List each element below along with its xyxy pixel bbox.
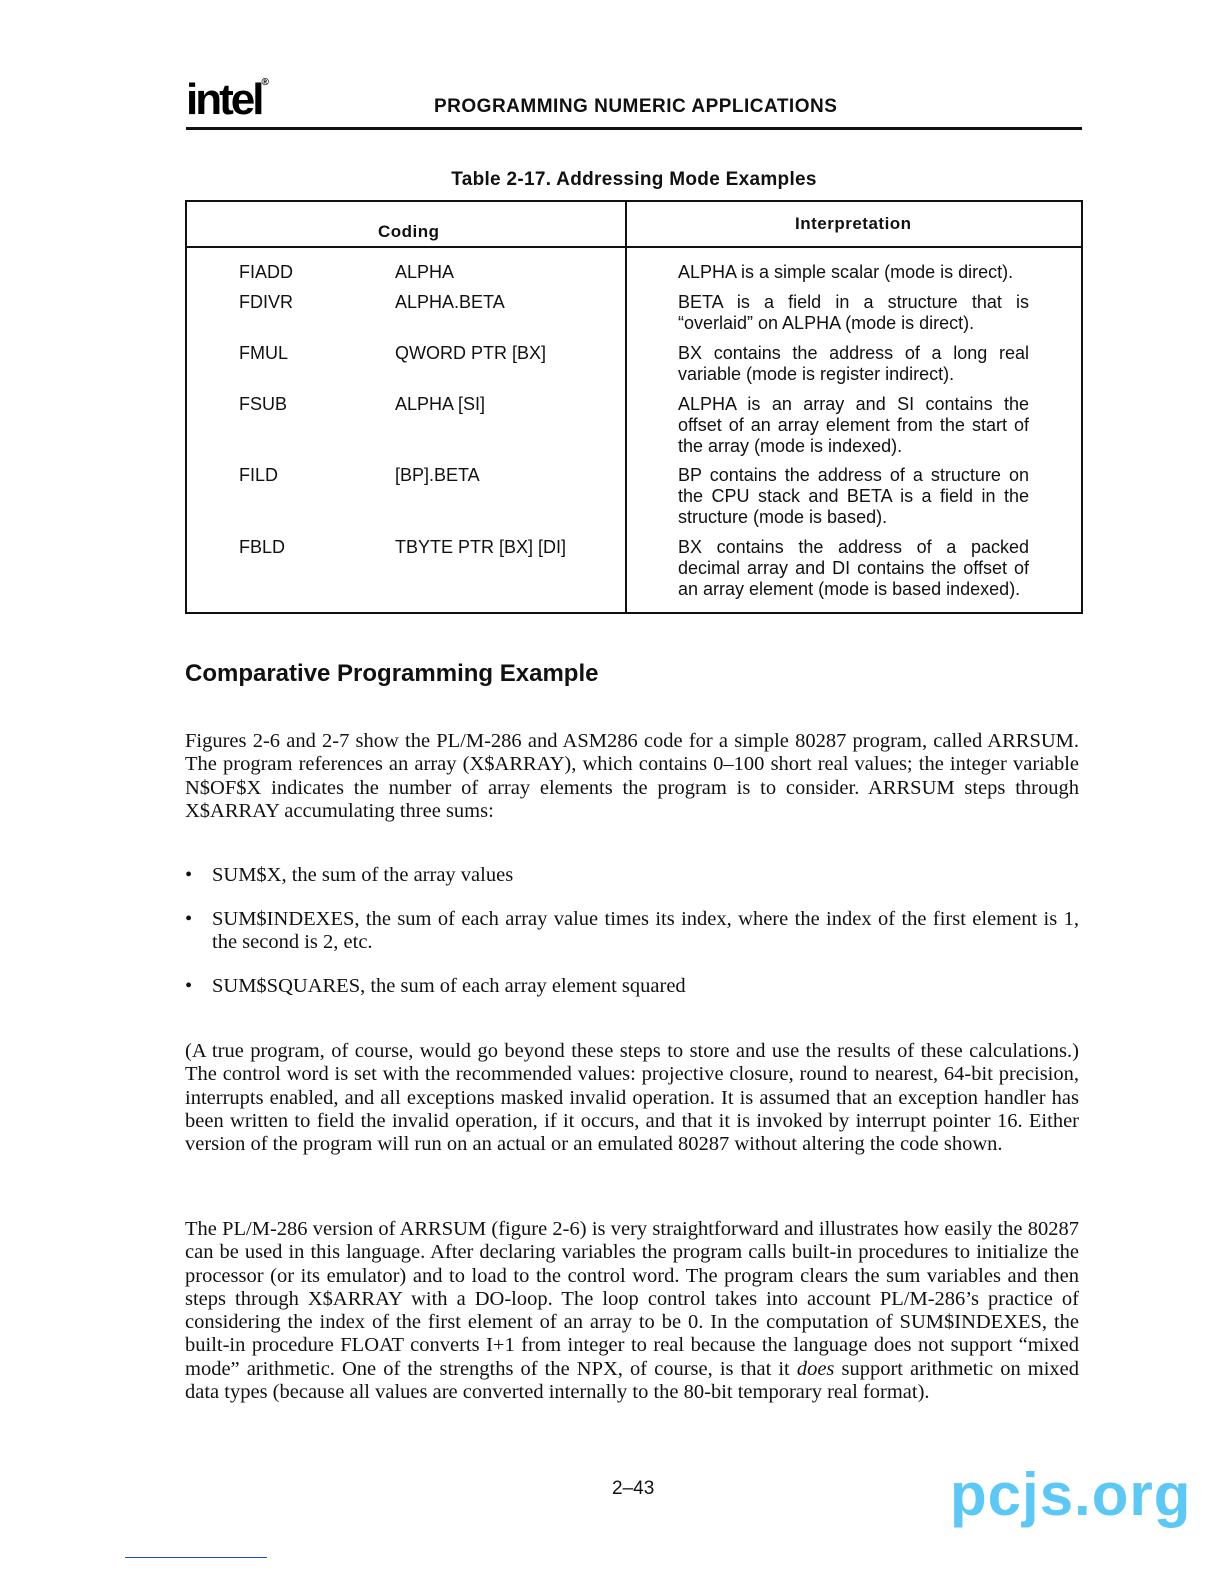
- table-cell-instruction: FSUB: [239, 394, 288, 414]
- list-item-text: SUM$SQUARES, the sum of each array element squared: [212, 975, 686, 997]
- table-cell-operand: ALPHA [SI]: [395, 394, 486, 414]
- table-cell-instruction: FBLD: [239, 537, 286, 557]
- watermark: pcjs.org: [950, 1461, 1192, 1528]
- page-number: 2–43: [612, 1478, 655, 1499]
- table-cell-operand: ALPHA: [395, 262, 455, 282]
- list-item-text: SUM$X, the sum of the array values: [212, 864, 514, 886]
- paragraph-control-word: (A true program, of course, would go beyond these steps to store and use the results of these calculations.) The control word is set with the recommended values: projective closure, round to nearest, 64-bit precision, interrupts enabled, and all exceptions masked invalid operation. It is assumed that an exception handler has been written to field the invalid operation, if it occurs, and that it is invoked by interrupt pointer 16. Either version of the program will run on an actual or an emulated 80287 without altering the code shown.: [185, 1040, 1079, 1156]
- footer-line: [125, 1557, 267, 1558]
- table-cell-operand: QWORD PTR [BX]: [395, 343, 547, 363]
- table-cell-interpretation: ALPHA is a simple scalar (mode is direct).: [678, 262, 1014, 282]
- header-rule: [186, 127, 1082, 130]
- table-cell-operand: [BP].BETA: [395, 465, 480, 485]
- table-cell-operand: TBYTE PTR [BX] [DI]: [395, 537, 567, 557]
- table-cell-interpretation: ALPHA is an array and SI contains the offset of an array element from the start of the array (mode is indexed).: [678, 394, 1029, 456]
- table-cell-operand: ALPHA.BETA: [395, 292, 505, 312]
- intel-logo: intel®: [186, 75, 269, 124]
- bullet-icon: •: [185, 864, 193, 886]
- table-header-rule: [185, 246, 1083, 248]
- column-header-coding: Coding: [378, 222, 440, 241]
- bullet-icon: •: [185, 975, 193, 997]
- paragraph-intro: Figures 2-6 and 2-7 show the PL/M-286 and ASM286 code for a simple 80287 program, called ARRSUM. The program references an array (X$ARRAY), which contains 0–100 short real values; the integer variable N$OF$X indicates the number of array elements the program is to consider. ARRSUM steps through X$ARRAY accumulating three sums:: [185, 730, 1079, 822]
- table-cell-interpretation: BETA is a field in a structure that is “overlaid” on ALPHA (mode is direct).: [678, 292, 1029, 333]
- section-heading: Comparative Programming Example: [185, 660, 599, 687]
- table-cell-instruction: FIADD: [239, 262, 293, 282]
- paragraph-plm-version: The PL/M-286 version of ARRSUM (figure 2-6) is very straightforward and illustrates how easily the 80287 can be used in this language. After declaring variables the program calls built-in procedures to initialize the processor (or its emulator) and to load to the control word. The program clears the sum variables and then steps through X$ARRAY with a DO-loop. The loop control takes into account PL/M-286’s practice of considering the index of the first element of an array to be 0. In the computation of SUM$INDEXES, the built-in procedure FLOAT converts I+1 from integer to real because the language does not support “mixed mode” arithmetic. One of the strengths of the NPX, of course, is that it does support arithmetic on mixed data types (because all values are converted internally to the 80-bit temporary real format).: [185, 1218, 1080, 1404]
- table-cell-interpretation: BX contains the address of a long real variable (mode is register indirect).: [678, 343, 1029, 384]
- table-caption: Table 2-17. Addressing Mode Examples: [451, 169, 817, 190]
- table-cell-interpretation: BX contains the address of a packed decimal array and DI contains the offset of an array element (mode is based indexed).: [678, 537, 1029, 599]
- table-cell-interpretation: BP contains the address of a structure on the CPU stack and BETA is a field in the structure (mode is based).: [678, 465, 1029, 527]
- table-cell-instruction: FDIVR: [239, 292, 293, 312]
- bullet-icon: •: [185, 908, 193, 930]
- table-column-divider: [625, 200, 627, 614]
- column-header-interpretation: Interpretation: [795, 214, 912, 233]
- table-cell-instruction: FMUL: [239, 343, 288, 363]
- list-item-text: SUM$INDEXES, the sum of each array value times its index, where the index of the first element is 1, the second is 2, etc.: [212, 908, 1079, 954]
- table-cell-instruction: FILD: [239, 465, 279, 485]
- running-head: PROGRAMMING NUMERIC APPLICATIONS: [434, 96, 838, 117]
- emphasis-does: does: [796, 1357, 835, 1380]
